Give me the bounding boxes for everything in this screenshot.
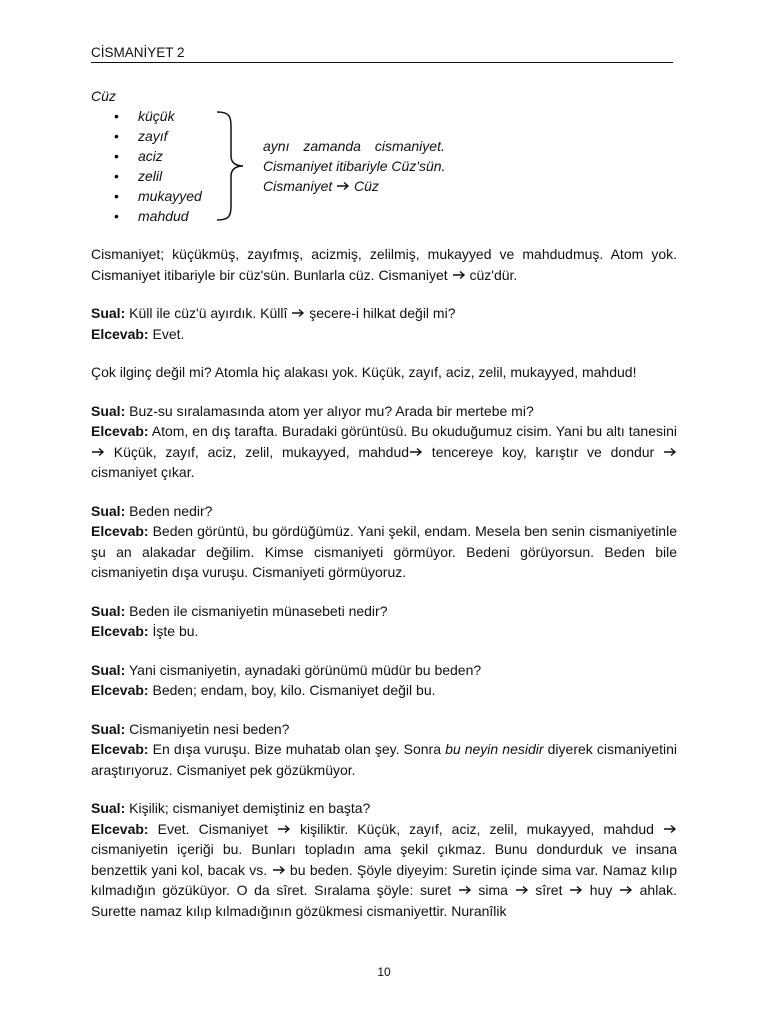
text-span: Küçük, zayıf, aciz, zelil, mukayyed, mahdud	[105, 443, 410, 460]
arrow-icon	[458, 885, 472, 895]
text-span: Cismaniyet; küçükmüş, zayıfmış, acizmiş, zelilmiş, mukayyed ve mahdudmuş. Atom yok. Cismaniyet itibariyle bir cüz'sün. Bunlarla cüz. Cismaniyet	[91, 246, 677, 283]
text-span: huy	[583, 882, 619, 898]
arrow-icon	[569, 885, 583, 895]
note-text: Cüz	[354, 178, 379, 194]
text-span: Buz-su sıralamasında atom yer alıyor mu? Arada bir mertebe mi?	[125, 402, 534, 419]
question-label: Sual:	[91, 502, 126, 519]
answer-label: Elcevab:	[91, 523, 149, 539]
paragraph	[91, 303, 677, 344]
list-item: • zelil	[114, 166, 681, 186]
question-label: Sual:	[91, 720, 126, 737]
note-text: Cismaniyet	[263, 178, 333, 194]
text-span: sima	[471, 882, 515, 898]
arrow-icon	[515, 885, 529, 895]
list-item: • mahdud	[114, 206, 681, 226]
text-span: şecere-i hilkat değil mi?	[305, 305, 456, 321]
answer-label: Elcevab:	[91, 325, 149, 342]
question-label: Sual:	[91, 402, 126, 419]
text-span: sîret	[528, 882, 570, 898]
text-span: kişiliktir. Küçük, zayıf, aciz, zelil, mukayyed, mahdud	[290, 820, 663, 837]
paragraph	[91, 601, 677, 642]
note-line: aynı zamanda cismaniyet.	[263, 138, 445, 154]
cuz-block	[91, 86, 681, 226]
question-label: Sual:	[91, 800, 126, 816]
text-span: Beden nedir?	[125, 502, 213, 519]
document-body	[91, 244, 677, 921]
text-span: diyerek cismaniyetini araştırıyoruz. Cismaniyet pek gözükmüyor.	[91, 741, 677, 778]
arrow-icon	[277, 824, 291, 834]
arrow-icon	[619, 885, 633, 895]
answer-label: Elcevab:	[91, 820, 149, 837]
note-line	[263, 176, 445, 196]
list-item: • küçük	[114, 106, 681, 126]
answer-label: Elcevab:	[91, 423, 149, 439]
list-item: • zayıf	[114, 126, 681, 146]
text-span: Yani cismaniyetin, aynadaki görünümü müdür bu beden?	[125, 661, 482, 678]
question-label: Sual:	[91, 602, 126, 619]
text-span: bu beden. Şöyle diyeyim: Suretin içinde sima var. Namaz kılıp kılmadığın gözüküyor. O da sîret. Sıralama şöyle: suret	[91, 861, 677, 898]
text-span: Küll ile cüz'ü ayırdık. Küllî	[125, 305, 292, 321]
list-item: • mukayyed	[114, 186, 681, 206]
curly-brace-icon	[213, 110, 249, 222]
arrow-icon	[452, 270, 466, 280]
text-span: Çok ilginç değil mi? Atomla hiç alakası yok. Küçük, zayıf, aciz, zelil, mukayyed, mahdud!	[91, 364, 637, 380]
text-span: Evet. Cismaniyet	[148, 820, 277, 837]
question-label: Sual:	[91, 661, 126, 678]
question-label: Sual:	[91, 305, 126, 321]
answer-label: Elcevab:	[91, 682, 149, 698]
arrow-icon	[663, 824, 677, 834]
text-span: Beden ile cismaniyetin münasebeti nedir?	[125, 602, 388, 619]
text-span: Atom, en dış tarafta. Buradaki görüntüsü. Bu okuduğumuz cisim. Yani bu altı tanesini	[148, 423, 677, 439]
paragraph	[91, 501, 677, 583]
text-span: cismaniyet çıkar.	[91, 464, 195, 480]
header-title: CİSMANİYET 2	[91, 45, 185, 60]
paragraph	[91, 401, 677, 483]
text-span: cismaniyetin içeriği bu. Bunları topladın ama şekil çıkmaz. Bunu dondurduk ve insana benzettik yani kol, bacak vs.	[91, 841, 677, 878]
arrow-icon	[91, 447, 105, 457]
paragraph	[91, 798, 677, 921]
text-span: cüz'dür.	[465, 266, 518, 283]
paragraph	[91, 362, 677, 383]
arrow-icon	[272, 865, 286, 875]
page-number: 10	[377, 965, 391, 979]
text-span: İşte bu.	[148, 623, 199, 639]
text-span: Cismaniyetin nesi beden?	[125, 720, 290, 737]
text-span: Evet.	[148, 325, 185, 342]
arrow-icon	[336, 181, 350, 191]
paragraph	[91, 660, 677, 701]
answer-label: Elcevab:	[91, 623, 149, 639]
arrow-icon	[663, 447, 677, 457]
brace-notes	[263, 136, 445, 196]
text-span: Beden; endam, boy, kilo. Cismaniyet değil bu.	[148, 682, 436, 698]
text-span: tencereye koy, karıştır ve dondur	[423, 443, 663, 460]
arrow-icon	[409, 447, 423, 457]
note-line: Cismaniyet itibariyle Cüz'sün.	[263, 158, 446, 174]
answer-label: Elcevab:	[91, 741, 149, 757]
text-span: Beden görüntü, bu gördüğümüz. Yani şekil, endam. Mesela ben senin cismaniyetinle şu an alakadar değilim. Kimse cismaniyeti görmüyor. Bedeni görüyorsun. Beden bile cismaniyetin dışa vuruşu. Cismaniyeti görmüyoruz.	[91, 523, 677, 580]
text-span: ahlak. Surette namaz kılıp kılmadığının gözükmesi cismaniyettir. Nuranîlik	[91, 882, 678, 919]
page-header	[91, 44, 673, 63]
emphasis-text: bu neyin nesidir	[445, 741, 544, 757]
cuz-title: Cüz	[91, 88, 116, 104]
text-span: En dışa vuruşu. Bize muhatab olan şey. Sonra	[148, 741, 446, 757]
arrow-icon	[291, 308, 305, 318]
paragraph	[91, 244, 677, 285]
paragraph	[91, 719, 677, 781]
list-item: • aciz	[114, 146, 681, 166]
text-span: Kişilik; cismaniyet demiştiniz en başta?	[125, 800, 371, 816]
